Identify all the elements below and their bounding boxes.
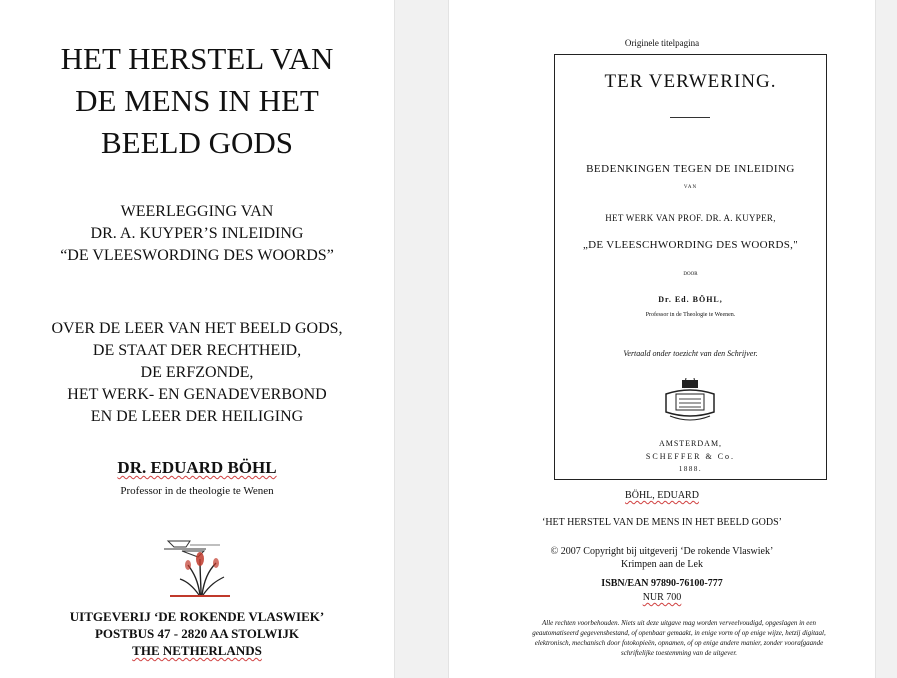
- original-author: Dr. Ed. BÖHL,: [658, 295, 723, 304]
- original-translation-note: Vertaald onder toezicht van den Schrijver.: [623, 349, 758, 358]
- right-page: [448, 0, 876, 678]
- title-line: HET HERSTEL VAN: [60, 41, 334, 76]
- topic-line: OVER DE LEER VAN HET BEELD GODS,: [51, 320, 343, 337]
- book-title: [0, 38, 394, 164]
- topic-line: DE STAAT DER RECHTHEID,: [92, 342, 302, 359]
- topic-line: DE ERFZONDE,: [140, 364, 254, 381]
- subtitle-line: WEERLEGGING VAN: [120, 203, 274, 220]
- author-name-text: DR. EDUARD BÖHL: [117, 458, 277, 477]
- bibliographic-title: ‘HET HERSTEL VAN DE MENS IN HET BEELD GODS’: [542, 517, 782, 528]
- publisher-line: UITGEVERIJ ‘DE ROKENDE VLASWIEK’: [69, 609, 325, 624]
- isbn: ISBN/EAN 97890-76100-777: [601, 578, 723, 589]
- topic-line: EN DE LEER DER HEILIGING: [90, 408, 304, 425]
- subtitle-line: “DE VLEESWORDING DES WOORDS”: [60, 247, 334, 264]
- publisher-line: POSTBUS 47 - 2820 AA STOLWIJK: [94, 626, 300, 641]
- copyright-line: © 2007 Copyright bij uitgeverij ‘De rokende Vlaswiek’: [550, 546, 774, 557]
- original-van: VAN: [683, 185, 698, 190]
- publisher-country: THE NETHERLANDS: [132, 643, 262, 658]
- copyright-notice: [449, 545, 875, 571]
- book-subtitle: [0, 201, 394, 267]
- original-werk: HET WERK VAN PROF. DR. A. KUYPER,: [605, 213, 776, 223]
- book-topics: [0, 318, 394, 428]
- topic-line: HET WERK- EN GENADEVERBOND: [67, 386, 327, 403]
- original-title-page-image: [554, 54, 827, 480]
- bibliographic-author-text: BÖHL, EDUARD: [625, 490, 699, 501]
- nur-code: [449, 592, 875, 603]
- printer-emblem-icon: [660, 378, 720, 424]
- original-prof: Professor in de Theologie te Weenen.: [645, 312, 736, 318]
- original-year: 1888.: [678, 465, 703, 473]
- original-subtitle: BEDENKINGEN TEGEN DE INLEIDING: [586, 163, 795, 175]
- left-page: [0, 0, 395, 678]
- publisher-logo-icon: [160, 537, 240, 599]
- original-publisher: SCHEFFER & Co.: [645, 452, 736, 461]
- title-line: BEELD GODS: [100, 125, 294, 160]
- publisher-line: [0, 642, 394, 659]
- title-line: DE MENS IN HET: [75, 83, 319, 118]
- subtitle-line: DR. A. KUYPER’S INLEIDING: [90, 225, 304, 242]
- original-door: DOOR: [683, 272, 698, 277]
- original-city: AMSTERDAM,: [658, 439, 723, 448]
- author-name: [0, 458, 394, 478]
- publisher-address: [0, 608, 394, 659]
- rights-reserved-notice: Alle rechten voorbehouden. Niets uit deze uitgave mag worden verveelvoudigd, opgeslagen in een geautomatiseerd gegevensbestand, of openbaar gemaakt, in enige vorm of op enige wijze, hetzij digitaal, elektronisch, mechanisch door fotokopieën, opnamen, of op enige andere manier, zonder voorafgaande schriftelijke toestemming van de uitgever.: [532, 619, 826, 657]
- original-divider: [670, 117, 710, 118]
- original-vleeschwording: „DE VLEESCHWORDING DES WOORDS,": [582, 239, 799, 251]
- copyright-line: Krimpen aan de Lek: [621, 559, 703, 570]
- original-title: TER VERWERING.: [604, 71, 777, 92]
- bibliographic-author: [449, 490, 875, 501]
- original-title-caption: Originele titelpagina: [624, 38, 700, 48]
- author-role: Professor in de theologie te Wenen: [120, 485, 274, 497]
- nur-code-text: NUR 700: [642, 592, 682, 603]
